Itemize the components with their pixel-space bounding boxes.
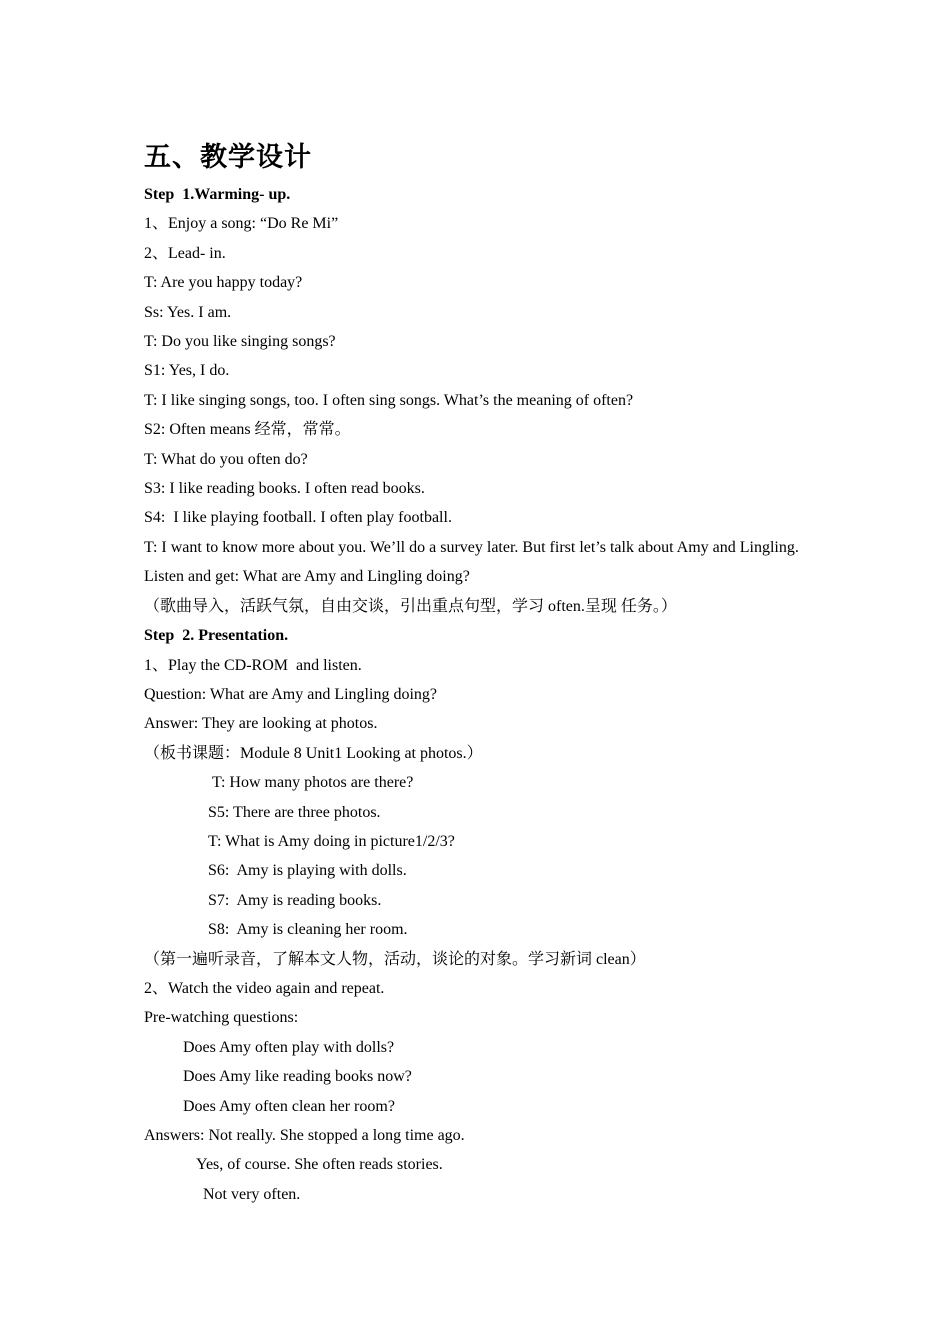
paragraph: S8: Amy is cleaning her room. (208, 921, 408, 939)
paragraph: Ss: Yes. I am. (144, 303, 232, 321)
paragraph: T: I want to know more about you. We’ll do a survey later. But first let’s talk about Amy and Lingling. Listen and get: What are Amy and Lingling doing? (144, 538, 803, 586)
paragraph: S3: I like reading books. I often read books. (144, 480, 425, 498)
paragraph: S1: Yes, I do. (144, 362, 230, 380)
paragraph: （歌曲导入，活跃气氛，自由交谈，引出重点句型，学习 often.呈现 任务。） (144, 597, 677, 615)
paragraph: 2、Lead- in. (144, 244, 226, 262)
paragraph: （第一遍听录音，了解本文人物，活动，谈论的对象。学习新词 clean） (144, 950, 646, 968)
paragraph: S7: Amy is reading books. (208, 891, 382, 909)
paragraph: T: Are you happy today? (144, 274, 303, 292)
paragraph: S4: I like playing football. I often play football. (144, 509, 452, 527)
paragraph: T: I like singing songs, too. I often sing songs. What’s the meaning of often? (144, 391, 634, 409)
paragraph: S6: Amy is playing with dolls. (208, 862, 407, 880)
doc-title: 五、教学设计 (144, 142, 312, 172)
paragraph: Yes, of course. She often reads stories. (196, 1156, 443, 1174)
paragraph: Pre-watching questions: (144, 1009, 299, 1027)
paragraph: T: Do you like singing songs? (144, 333, 336, 351)
paragraph: S2: Often means 经常，常常。 (144, 421, 351, 439)
paragraph: Does Amy like reading books now? (183, 1068, 412, 1086)
paragraph: T: How many photos are there? (212, 774, 414, 792)
paragraph: T: What is Amy doing in picture1/2/3? (208, 832, 455, 850)
step-heading: Step 2. Presentation. (144, 627, 289, 645)
paragraph: Does Amy often play with dolls? (183, 1038, 395, 1056)
paragraph: Answers: Not really. She stopped a long time ago. (144, 1127, 465, 1144)
paragraph: 2、Watch the video again and repeat. (144, 979, 385, 997)
paragraph: Not very often. (203, 1185, 301, 1203)
step-heading: Step 1.Warming- up. (144, 186, 291, 203)
paragraph: T: What do you often do? (144, 450, 308, 468)
paragraph: Does Amy often clean her room? (183, 1097, 395, 1115)
doc-body (144, 180, 804, 1209)
paragraph: Question: What are Amy and Lingling doing? (144, 685, 437, 703)
paragraph: 1、Enjoy a song: “Do Re Mi” (144, 215, 339, 233)
paragraph: S5: There are three photos. (208, 803, 381, 821)
paragraph: （板书课题：Module 8 Unit1 Looking at photos.） (144, 744, 483, 762)
paragraph: 1、Play the CD-ROM and listen. (144, 656, 362, 674)
paragraph: Answer: They are looking at photos. (144, 715, 378, 733)
